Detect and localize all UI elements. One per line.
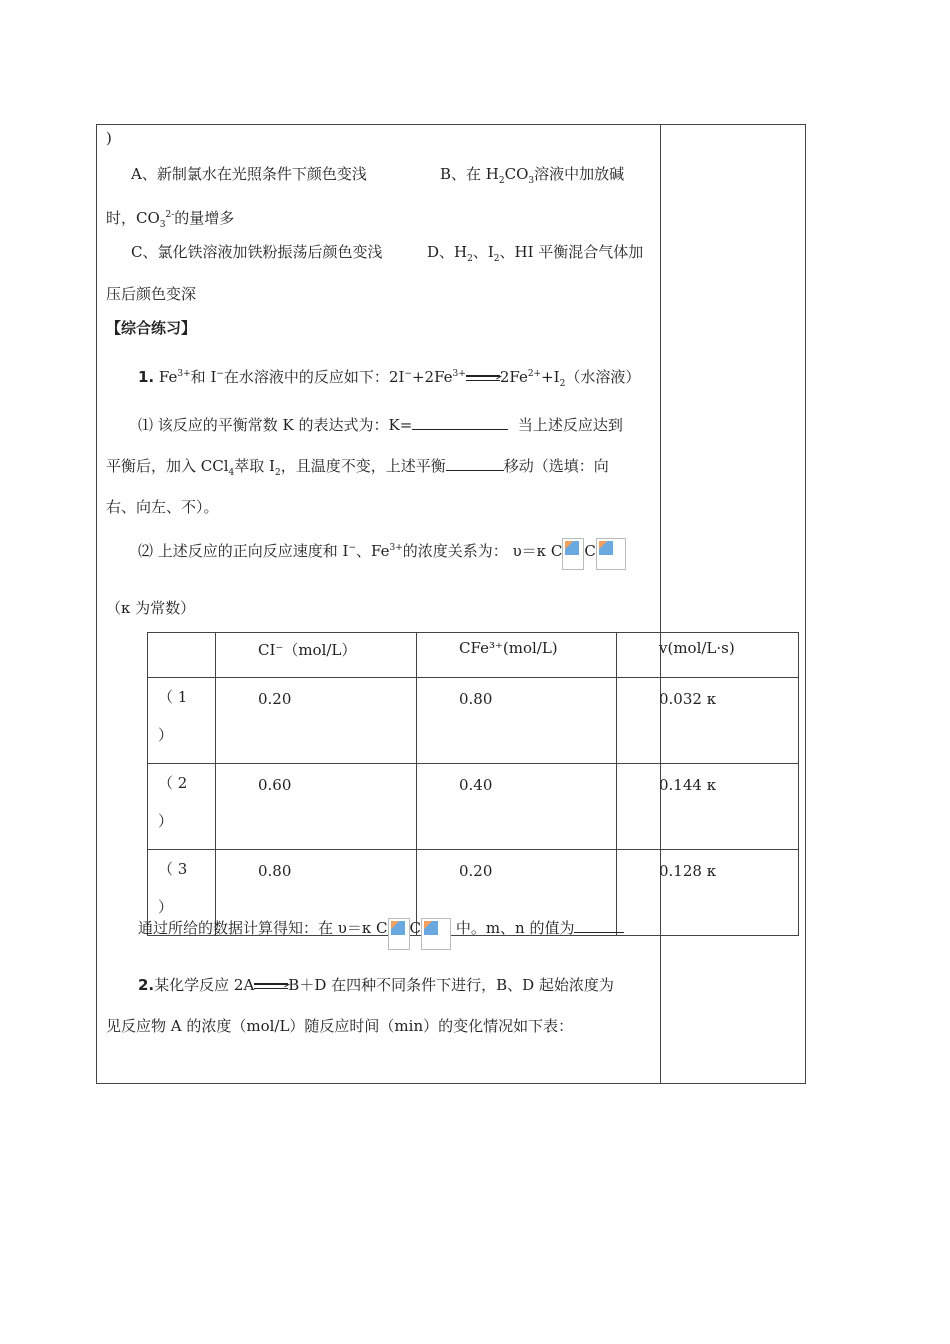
option-a: A、新制氯水在光照条件下颜色变浅 <box>131 165 367 183</box>
equilibrium-arrow-icon <box>254 980 288 992</box>
q1-part1-continued: 平衡后，加入 CCl$_4$萃取 $I_2$，且温度不变，上述平衡 移动（选填：向 <box>106 457 609 478</box>
table-cell: 0.20 <box>417 850 617 936</box>
row-index: （ 1 ） <box>148 678 216 764</box>
q1-part1: ⑴ 该反应的平衡常数 K 的表达式为：K= 当上述反应达到 <box>138 416 623 434</box>
row-index: （ 2 ） <box>148 764 216 850</box>
table-row <box>148 678 799 764</box>
formula-image-placeholder-icon <box>388 918 410 950</box>
option-b: B、在 $H_2CO_3$溶液中加放碱 <box>440 165 625 186</box>
answer-blank-k[interactable] <box>412 415 508 430</box>
table-cell: 0.40 <box>417 764 617 850</box>
equilibrium-arrow-icon <box>466 372 500 384</box>
option-d: D、$H_2$、$I_2$、HI 平衡混合气体加 <box>427 243 644 264</box>
q1-constant-note: （κ 为常数） <box>106 599 196 617</box>
table-header-cell <box>148 633 216 678</box>
q1-part1-options: 右、向左、不）。 <box>106 498 219 516</box>
q1-stem: 1. $Fe^{3+}$和 I−在水溶液中的反应如下：$2I^-+2Fe^{3+}$ $2Fe^{2+}+I_2$（水溶液） <box>138 368 641 389</box>
section-title: 【综合练习】 <box>106 319 197 337</box>
formula-image-placeholder-icon <box>596 538 626 570</box>
table-cell: 0.144 κ <box>617 764 799 850</box>
table-header-row <box>148 633 799 678</box>
option-b-continued: 时，$CO_3^{2-}$的量增多 <box>106 209 235 230</box>
paren-close: ) <box>106 129 112 147</box>
table-cell: 0.032 κ <box>617 678 799 764</box>
formula-image-placeholder-icon <box>421 918 451 950</box>
table-header-cell: CI⁻（mol/L） <box>216 633 417 678</box>
table-cell: 0.60 <box>216 764 417 850</box>
table-cell: 0.80 <box>417 678 617 764</box>
table-header-cell: CFe³⁺(mol/L) <box>417 633 617 678</box>
formula-image-placeholder-icon <box>562 538 584 570</box>
table-row <box>148 764 799 850</box>
q1-calc: 通过所给的数据计算得知：在 υ＝κ C C 中。m、n 的值为 <box>138 918 624 950</box>
q2-stem-continued: 见反应物 A 的浓度（mol/L）随反应时间（min）的变化情况如下表： <box>106 1017 574 1035</box>
table-cell: 0.80 <box>216 850 417 936</box>
q2-stem: 2.某化学反应 2A B＋D 在四种不同条件下进行，B、D 起始浓度为 <box>138 976 614 994</box>
option-c: C、氯化铁溶液加铁粉振荡后颜色变浅 <box>131 243 383 261</box>
answer-blank-direction[interactable] <box>446 456 504 471</box>
table-cell: 0.20 <box>216 678 417 764</box>
q1-part2: ⑵ 上述反应的正向反应速度和 I−、$Fe^{3+}$的浓度关系为： υ＝κ C C <box>138 538 626 570</box>
table-header-cell: v(mol/L·s) <box>617 633 799 678</box>
answer-blank-mn[interactable] <box>574 918 624 933</box>
option-d-continued: 压后颜色变深 <box>106 285 197 303</box>
rate-data-table <box>147 632 799 936</box>
column-divider <box>660 124 661 1084</box>
row-index: （ 3 ） <box>148 850 216 936</box>
table-cell: 0.128 κ <box>617 850 799 936</box>
